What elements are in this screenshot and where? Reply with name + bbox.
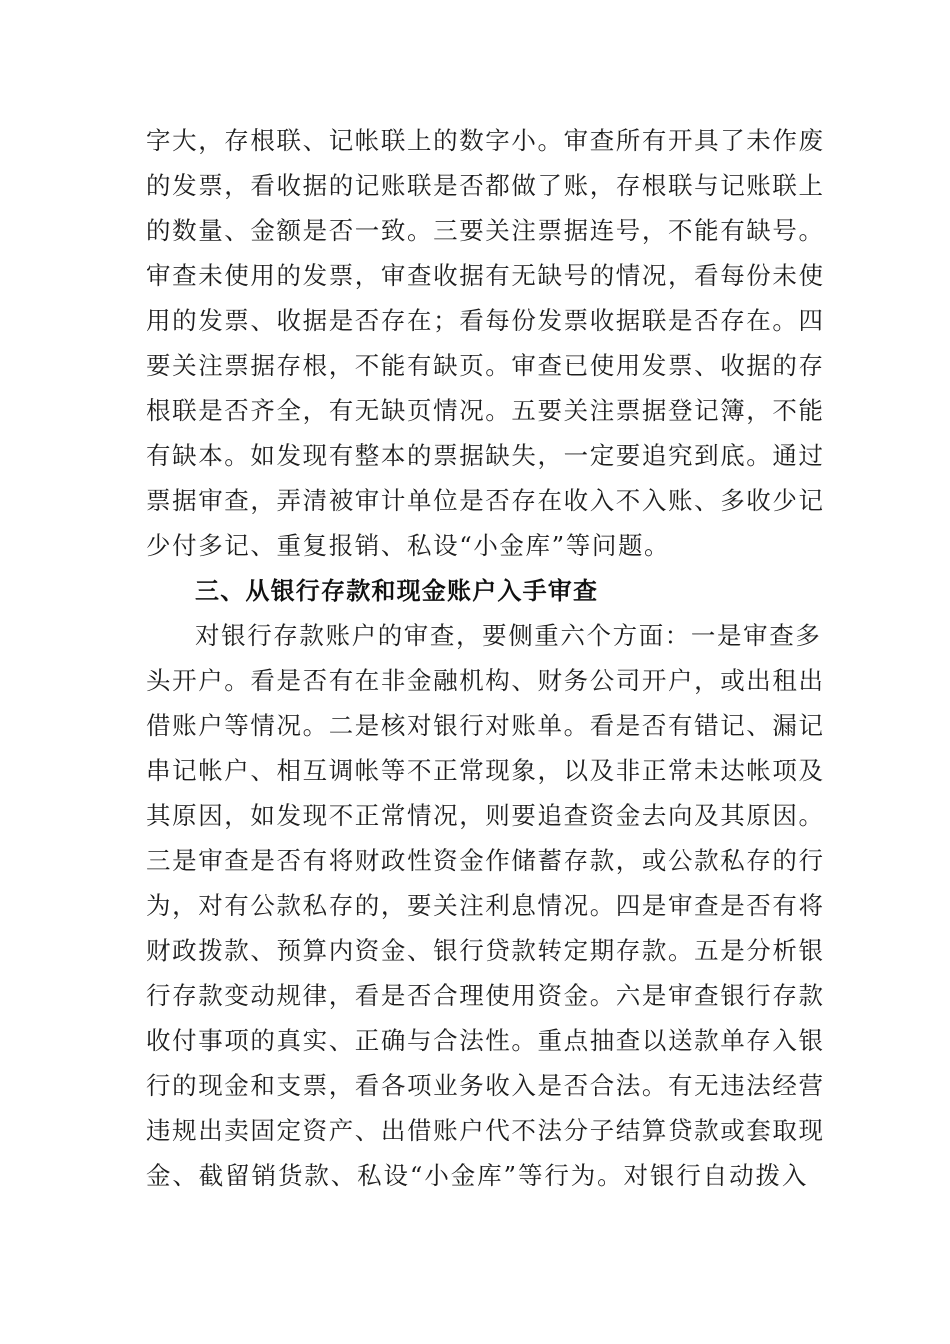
- paragraph-1-line-3: 的数量、金额是否一致。三要关注票据连号，不能有缺号。: [146, 216, 825, 245]
- paragraph-2-line-12: 违规出卖固定资产、出借账户代不法分子结算贷款或套取现: [146, 1116, 825, 1145]
- paragraph-2-line-13: 金、截留销货款、私设“小金库”等行为。对银行自动拨入: [146, 1161, 808, 1190]
- paragraph-1-line-4: 审查未使用的发票，审查收据有无缺号的情况，看每份未使: [146, 261, 825, 290]
- paragraph-2-line-3: 借账户等情况。二是核对银行对账单。看是否有错记、漏记: [146, 711, 825, 740]
- paragraph-2-line-5: 其原因，如发现不正常情况，则要追查资金去向及其原因。: [146, 801, 825, 830]
- paragraph-2-line-2: 头开户。看是否有在非金融机构、财务公司开户，或出租出: [146, 666, 825, 695]
- paragraph-2-line-7: 为，对有公款私存的，要关注利息情况。四是审查是否有将: [146, 891, 825, 920]
- paragraph-1-line-8: 有缺本。如发现有整本的票据缺失，一定要追究到底。通过: [146, 441, 825, 470]
- paragraph-2-line-6: 三是审查是否有将财政性资金作储蓄存款，或公款私存的行: [146, 846, 825, 875]
- paragraph-1-line-10: 少付多记、重复报销、私设“小金库”等问题。: [146, 531, 671, 560]
- paragraph-2-line-10: 收付事项的真实、正确与合法性。重点抽查以送款单存入银: [146, 1026, 825, 1055]
- paragraph-2-line-4: 串记帐户、相互调帐等不正常现象，以及非正常未达帐项及: [146, 756, 825, 785]
- paragraph-1-line-6: 要关注票据存根，不能有缺页。审查已使用发票、收据的存: [146, 351, 825, 380]
- paragraph-1-line-9: 票据审查，弄清被审计单位是否存在收入不入账、多收少记: [146, 486, 825, 515]
- paragraph-2-line-1: 对银行存款账户的审查，要侧重六个方面：一是审查多: [195, 621, 822, 650]
- section-3-heading: 三、从银行存款和现金账户入手审查: [195, 577, 599, 605]
- paragraph-2-line-9: 行存款变动规律，看是否合理使用资金。六是审查银行存款: [146, 981, 825, 1010]
- paragraph-1-line-2: 的发票，看收据的记账联是否都做了账，存根联与记账联上: [146, 171, 825, 200]
- paragraph-1-line-5: 用的发票、收据是否存在；看每份发票收据联是否存在。四: [146, 306, 825, 335]
- paragraph-1-line-1: 字大，存根联、记帐联上的数字小。审查所有开具了未作废: [146, 126, 825, 155]
- paragraph-2-line-11: 行的现金和支票，看各项业务收入是否合法。有无违法经营: [146, 1071, 825, 1100]
- paragraph-2-line-8: 财政拨款、预算内资金、银行贷款转定期存款。五是分析银: [146, 936, 825, 965]
- paragraph-1-line-7: 根联是否齐全，有无缺页情况。五要关注票据登记簿，不能: [146, 396, 825, 425]
